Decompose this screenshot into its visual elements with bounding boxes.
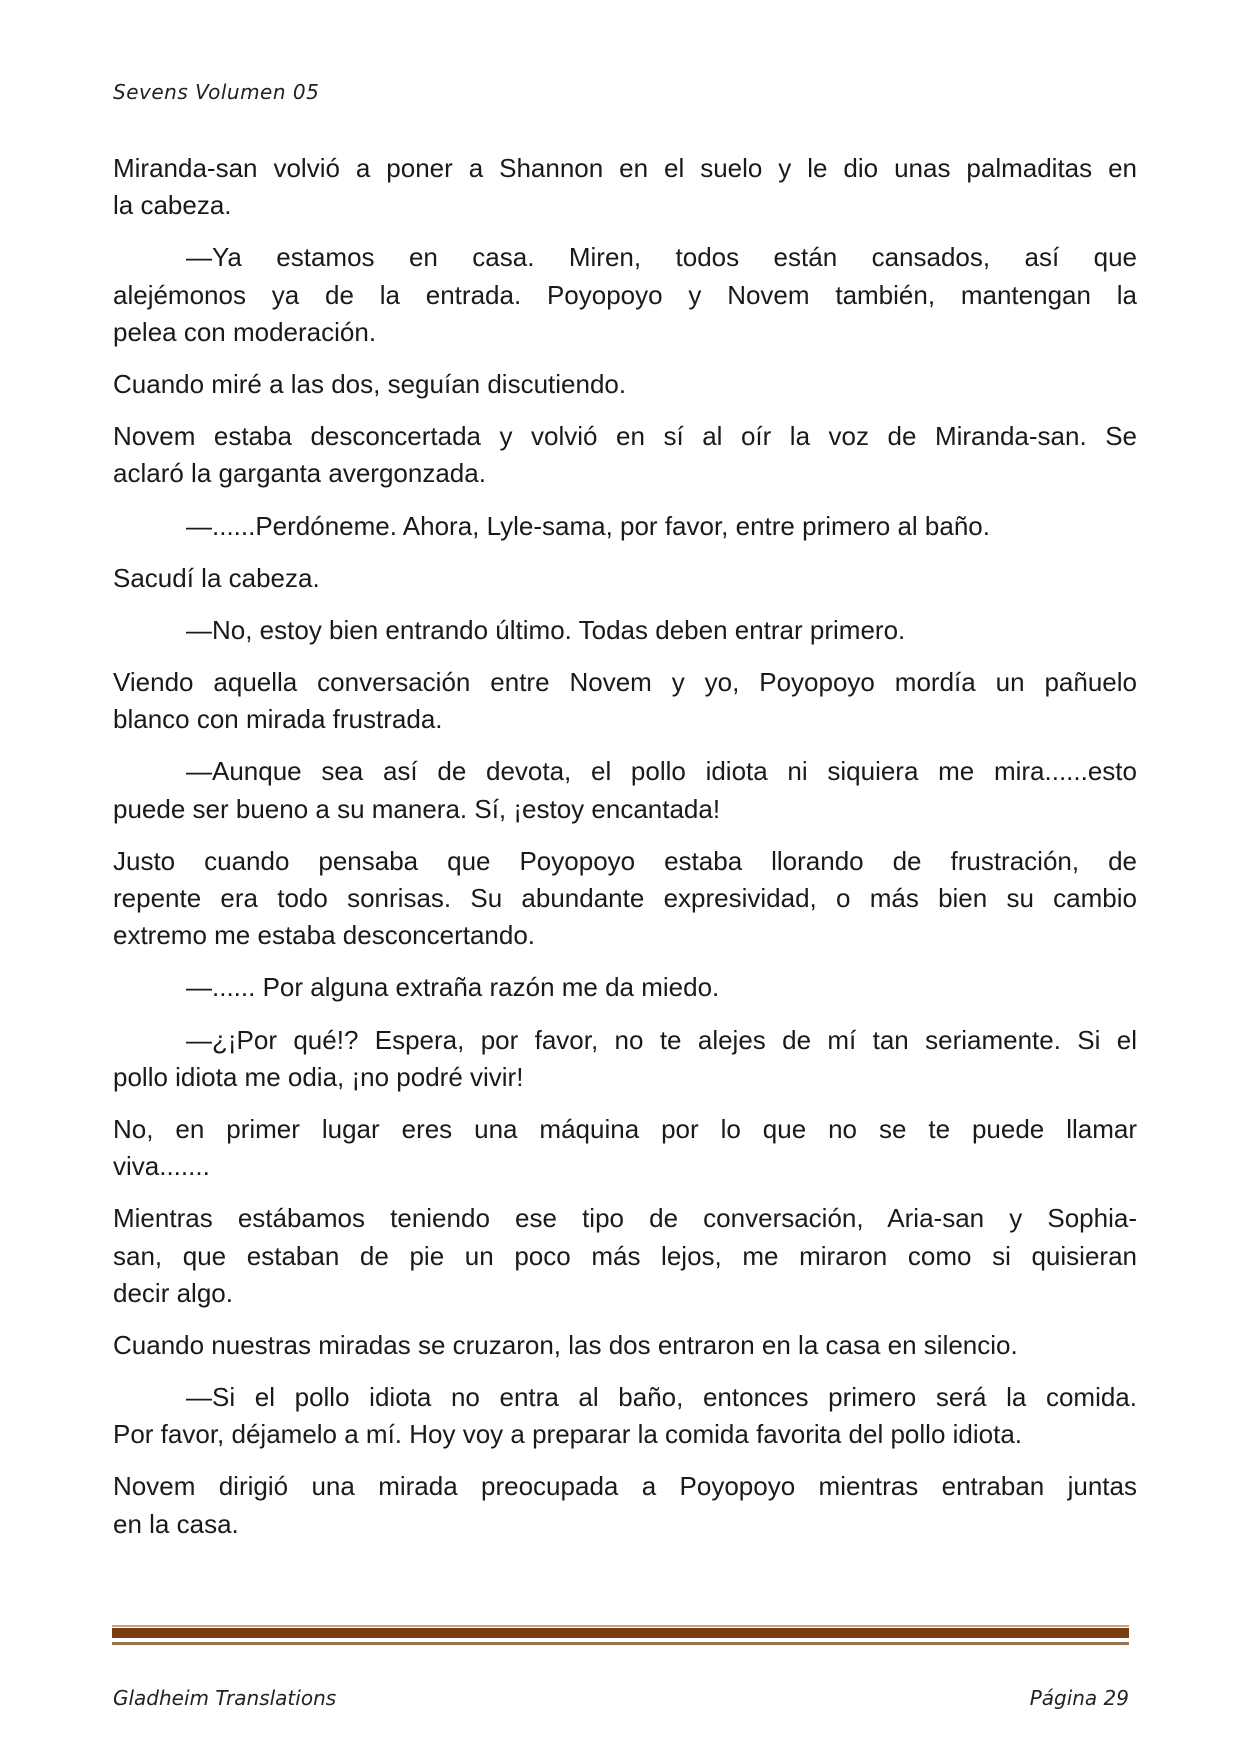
text-line: la cabeza. [113,190,232,221]
paragraph [113,1327,1137,1364]
text-line: Novem dirigió una mirada preocupada a Poyopoyo mientras entraban juntas [113,1471,1137,1502]
footer-rule-bottom-line [112,1642,1129,1645]
page-body [113,150,1137,1558]
paragraph [113,843,1137,955]
text-line: pelea con moderación. [113,316,377,347]
text-line: Por favor, déjamelo a mí. Hoy voy a preparar la comida favorita del pollo idiota. [113,1419,1023,1450]
paragraph [113,1200,1137,1312]
text-line: Justo cuando pensaba que Poyopoyo estaba llorando de frustración, de [113,845,1137,876]
text-line: —......Perdóneme. Ahora, Lyle-sama, por favor, entre primero al baño. [186,510,990,541]
text-line: Mientras estábamos teniendo ese tipo de conversación, Aria-san y Sophia- [113,1203,1137,1234]
text-line: Miranda-san volvió a poner a Shannon en el suelo y le dio unas palmaditas en [113,153,1137,183]
text-line: —Aunque sea así de devota, el pollo idiota ni siquiera me mira......esto [186,756,1137,787]
paragraph [113,560,1137,597]
paragraph [113,969,1137,1006]
text-line: Viendo aquella conversación entre Novem y yo, Poyopoyo mordía un pañuelo [113,667,1137,698]
paragraph [113,239,1137,351]
text-line: —¿¡Por qué!? Espera, por favor, no te alejes de mí tan seriamente. Si el [186,1024,1137,1055]
paragraph [113,418,1137,492]
text-line: Cuando miré a las dos, seguían discutiendo. [113,368,627,399]
text-line: —...... Por alguna extraña razón me da miedo. [186,972,720,1003]
text-line: decir algo. [113,1277,233,1308]
paragraph [113,1468,1137,1542]
text-line: —No, estoy bien entrando último. Todas deben entrar primero. [186,614,906,645]
paragraph [113,366,1137,403]
text-line: Novem estaba desconcertada y volvió en sí al oír la voz de Miranda-san. Se [113,421,1137,452]
text-line: en la casa. [113,1508,239,1539]
paragraph [113,753,1137,827]
paragraph [113,150,1137,224]
text-line: repente era todo sonrisas. Su abundante expresividad, o más bien su cambio [113,883,1137,913]
paragraph [113,664,1137,738]
paragraph [113,1379,1137,1453]
text-line: aclaró la garganta avergonzada. [113,458,486,489]
footer-rule [112,1628,1129,1638]
paragraph [113,1022,1137,1096]
text-line: —Si el pollo idiota no entra al baño, entonces primero será la comida. [186,1382,1137,1413]
text-line: viva....... [113,1151,210,1182]
text-line: san, que estaban de pie un poco más lejos, me miraron como si quisieran [113,1240,1137,1271]
paragraph [113,508,1137,545]
running-header: Sevens Volumen 05 [113,80,320,104]
footer-rule-top-line [112,1625,1129,1627]
text-line: extremo me estaba desconcertando. [113,920,536,951]
text-line: puede ser bueno a su manera. Sí, ¡estoy encantada! [113,793,721,824]
text-line: —Ya estamos en casa. Miren, todos están cansados, así que [186,242,1137,273]
footer-publisher: Gladheim Translations [113,1686,337,1710]
paragraph [113,1111,1137,1185]
text-line: blanco con mirada frustrada. [113,704,443,735]
text-line: Sacudí la cabeza. [113,562,320,593]
footer-page-number: Página 29 [1029,1686,1129,1710]
text-line: Cuando nuestras miradas se cruzaron, las dos entraron en la casa en silencio. [113,1329,1018,1360]
text-line: pollo idiota me odia, ¡no podré vivir! [113,1061,524,1092]
paragraph [113,612,1137,649]
text-line: No, en primer lugar eres una máquina por lo que no se te puede llamar [113,1113,1137,1144]
text-line: alejémonos ya de la entrada. Poyopoyo y Novem también, mantengan la [113,279,1137,310]
